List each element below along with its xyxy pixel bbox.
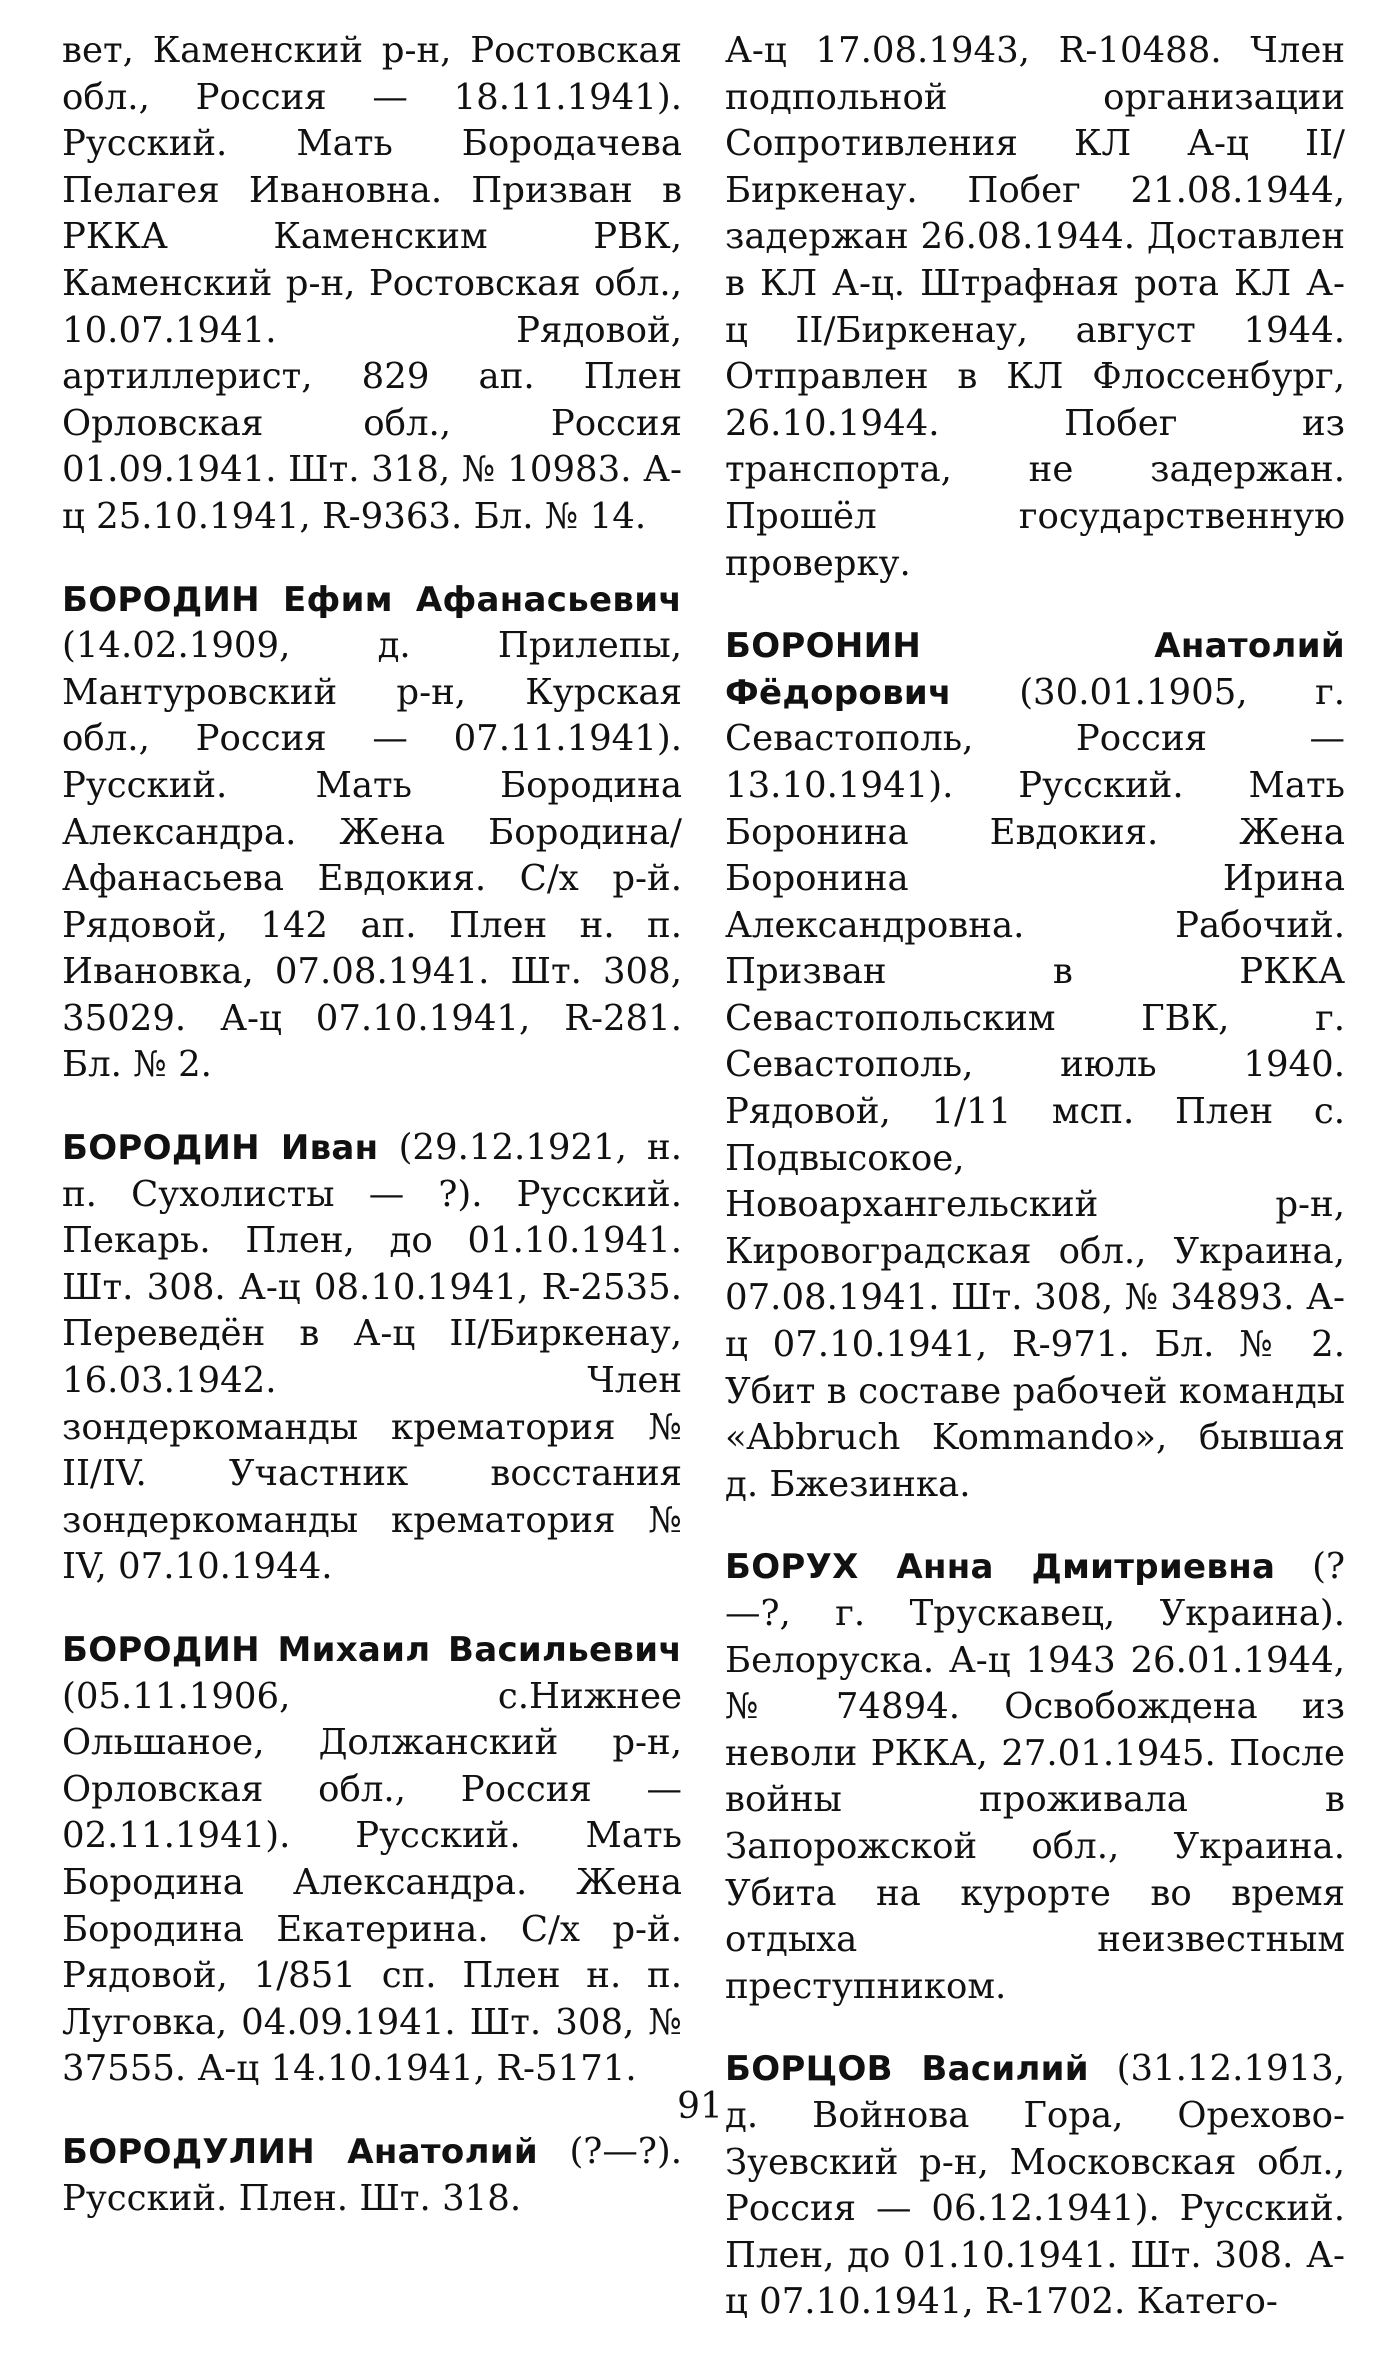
entry-text: (30.01.1905, г. Севастополь, Россия — 13.10.1941). Русский. Мать Боронина Евдокия. Жена Боронина Ирина Александровна. Рабочий. Призван в РККА Севастопольским ГВК, г. Севастополь, июль 1940. Рядовой, 1/11 мсп. Плен с. Подвысокое, Новоархангельский р-н, Кировоградская обл., Украина, 07.08.1941. Шт. 308, № 34893. А-ц 07.10.1941, R-971. Бл. № 2. Убит в составе рабочей команды «Abbruch Kommando», бывшая д. Бжезинка.	[725, 671, 1345, 1505]
entry-continuation	[62, 28, 682, 541]
entry-name: БОРУХ Анна Дмитриевна	[725, 1547, 1276, 1588]
entry-borodin-efim	[62, 577, 682, 1090]
entry-borodin-ivan	[62, 1125, 682, 1591]
entry-borodulin-anatoly	[62, 2129, 682, 2222]
entry-name: БОРОНИН Анатолий Фёдорович	[725, 626, 1345, 713]
entry-borodin-mikhail	[62, 1627, 682, 2093]
entry-text: вет, Каменский р-н, Ростовская обл., Россия — 18.11.1941). Русский. Мать Бородачева Пелагея Ивановна. Призван в РККА Каменским РВК, Каменский р-н, Ростовская обл., 10.07.1941. Рядовой, артиллерист, 829 ап. Плен Орловская обл., Россия 01.09.1941. Шт. 318, № 10983. А-ц 25.10.1941, R-9363. Бл. № 14.	[62, 30, 682, 537]
entry-name: БОРОДИН Михаил Васильевич	[62, 1630, 682, 1670]
entry-boronin-anatoly	[725, 623, 1345, 1508]
entry-text: (14.02.1909, д. Прилепы, Мантуровский р-н, Курская обл., Россия — 07.11.1941). Русский. Мать Бородина Александра. Жена Бородина/Афанасьева Евдокия. С/х р-й. Рядовой, 142 ап. Плен н. п. Ивановка, 07.08.1941. Шт. 308, 35029. А-ц 07.10.1941, R-281. Бл. № 2.	[62, 625, 682, 1086]
entry-name: БОРОДУЛИН Анатолий	[62, 2131, 539, 2172]
entry-text: А-ц 17.08.1943, R-10488. Член подпольной организации Сопротивления КЛ А-ц II/Биркенау. Побег 21.08.1944, задержан 26.08.1944. Доставлен в КЛ А-ц. Штрафная рота КЛ А-ц II/Биркенау, август 1944. Отправлен в КЛ Флоссенбург, 26.10.1944. Побег из транспорта, не задержан. Прошёл государственную проверку.	[725, 30, 1345, 584]
entry-text: (31.12.1913, д. Войнова Гора, Орехово-Зуевский р-н, Московская обл., Россия — 06.12.1941). Русский. Плен, до 01.10.1941. Шт. 308. А-ц 07.10.1941, R-1702. Катего-	[725, 2048, 1345, 2323]
entry-name: БОРОДИН Иван	[62, 1128, 379, 1169]
left-column	[62, 28, 682, 2258]
entry-borukh-anna	[725, 1544, 1345, 2010]
entry-name: БОРОДИН Ефим Афанасьевич	[62, 579, 682, 620]
right-column	[725, 28, 1345, 2362]
entry-name: БОРЦОВ Василий	[725, 2049, 1089, 2090]
entry-text: (?—?). Русский. Плен. Шт. 318.	[62, 2130, 682, 2219]
entry-continuation	[725, 28, 1345, 587]
entry-text: (29.12.1921, н. п. Сухолисты — ?). Русский. Пекарь. Плен, до 01.10.1941. Шт. 308. А-ц 08.10.1941, R-2535. Переведён в А-ц II/Биркенау, 16.03.1942. Член зондеркоманды крематория № II/IV. Участник восстания зондеркоманды крематория № IV, 07.10.1944.	[62, 1127, 682, 1588]
entry-text: (? —?, г. Трускавец, Украина). Белоруска. А-ц 1943 26.01.1944, № 74894. Освобождена из неволи РККА, 27.01.1945. После войны проживала в Запорожской обл., Украина. Убита на курорте во время отдыха неизвестным преступником.	[725, 1546, 1345, 2007]
entry-text: (05.11.1906, с.Нижнее Ольшаное, Должанский р-н, Орловская обл., Россия — 02.11.1941). Русский. Мать Бородина Александра. Жена Бородина Екатерина. С/х р-й. Рядовой, 1/851 сп. Плен н. п. Луговка, 04.09.1941. Шт. 308, № 37555. А-ц 14.10.1941, R-5171.	[62, 1675, 682, 2090]
page-number: 91	[677, 2086, 723, 2127]
